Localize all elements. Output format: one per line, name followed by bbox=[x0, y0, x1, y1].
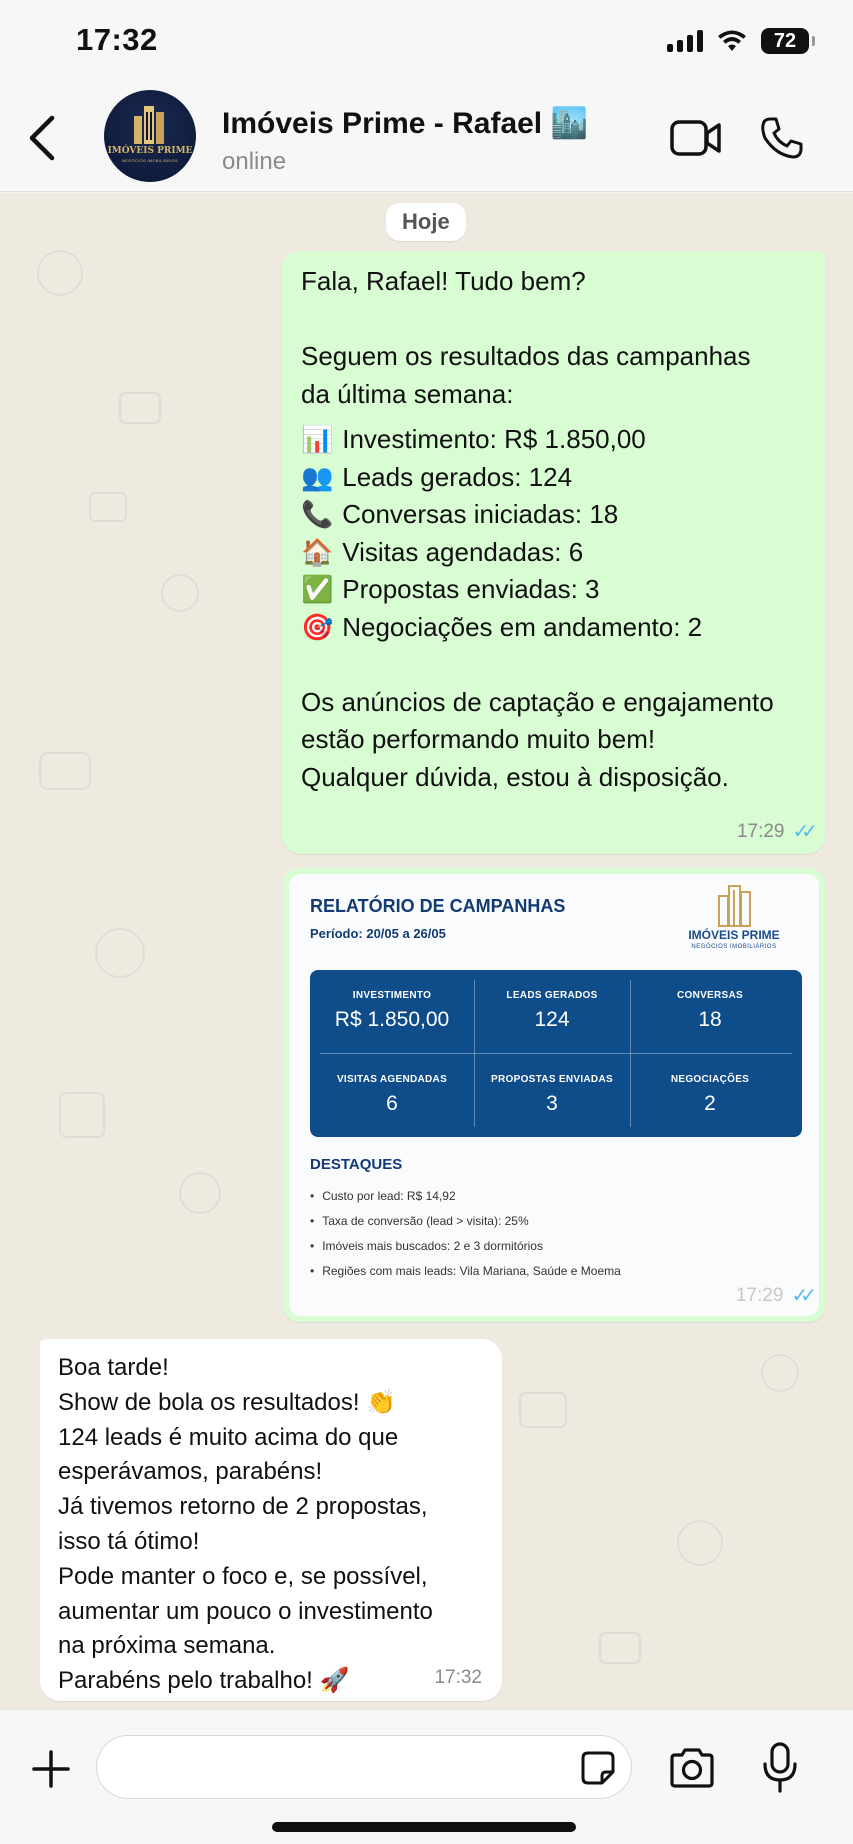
message-line: aumentar um pouco o investimento bbox=[58, 1597, 433, 1625]
highlights-title: DESTAQUES bbox=[310, 1156, 403, 1173]
metric-line-leads bbox=[301, 459, 811, 497]
microphone-icon[interactable] bbox=[762, 1742, 798, 1794]
outgoing-image-bubble[interactable] bbox=[283, 868, 825, 1322]
camera-icon[interactable] bbox=[668, 1748, 716, 1788]
message-meta bbox=[736, 1283, 809, 1308]
message-time: 17:32 bbox=[434, 1667, 482, 1688]
signal-icon bbox=[667, 30, 703, 52]
report-period: Período: 20/05 a 26/05 bbox=[310, 926, 446, 941]
message-line: Já tivemos retorno de 2 propostas, bbox=[58, 1493, 428, 1521]
metric-line-negotiations bbox=[301, 609, 811, 647]
message-body bbox=[301, 263, 811, 796]
read-ticks-icon: ✓✓ bbox=[792, 821, 810, 843]
message-blank-line bbox=[301, 301, 811, 339]
home-indicator[interactable] bbox=[272, 1822, 576, 1832]
building-logo-icon bbox=[104, 90, 196, 182]
metric-label: LEADS GERADOS bbox=[506, 990, 598, 1001]
metric-value: 124 bbox=[534, 1008, 570, 1031]
status-time: 17:32 bbox=[76, 22, 158, 57]
metric-label: PROPOSTAS ENVIADAS bbox=[491, 1074, 613, 1085]
campaign-report-image[interactable] bbox=[289, 874, 819, 1316]
metric-line-visits bbox=[301, 534, 811, 572]
contact-name[interactable]: Imóveis Prime - Rafael 🏙️ bbox=[222, 107, 588, 140]
message-line: Pode manter o foco e, se possível, bbox=[58, 1562, 428, 1590]
avatar[interactable] bbox=[104, 90, 196, 182]
metric-value: 2 bbox=[704, 1092, 716, 1115]
metric-text: Propostas enviadas: 3 bbox=[342, 574, 600, 604]
metric-negotiations bbox=[628, 1054, 792, 1137]
message-body bbox=[58, 1351, 488, 1699]
house-emoji: 🏠 bbox=[301, 536, 334, 567]
report-logo-name: IMÓVEIS PRIME bbox=[688, 928, 780, 942]
report-logo-subtext: NEGÓCIOS IMOBILIÁRIOS bbox=[691, 944, 777, 950]
message-meta bbox=[434, 1667, 482, 1689]
chat-area[interactable] bbox=[0, 193, 853, 1709]
message-time: 17:29 bbox=[736, 820, 785, 842]
read-ticks-icon: ✓✓ bbox=[791, 1285, 809, 1307]
contact-status: online bbox=[222, 148, 287, 175]
metric-label: CONVERSAS bbox=[676, 990, 744, 1001]
list-item: • Regiões com mais leads: Vila Mariana, Saúde e Moema bbox=[310, 1259, 621, 1284]
message-line: Qualquer dúvida, estou à disposição. bbox=[301, 761, 729, 792]
date-separator: Hoje bbox=[386, 203, 466, 241]
message-line: Parabéns pelo trabalho! 🚀 bbox=[58, 1667, 350, 1695]
metric-label: NEGOCIAÇÕES bbox=[670, 1074, 750, 1085]
metric-leads bbox=[470, 970, 634, 1053]
metric-visits bbox=[310, 1054, 474, 1137]
metric-conversations bbox=[628, 970, 792, 1053]
outgoing-message-bubble[interactable] bbox=[281, 251, 826, 854]
message-line: Boa tarde! bbox=[58, 1354, 169, 1381]
phone-icon[interactable] bbox=[760, 116, 804, 160]
list-item: • Imóveis mais buscados: 2 e 3 dormitórios bbox=[310, 1234, 621, 1259]
chat-header bbox=[0, 84, 853, 192]
highlights-list bbox=[310, 1184, 621, 1284]
people-emoji: 👥 bbox=[301, 461, 334, 492]
list-item: • Custo por lead: R$ 14,92 bbox=[310, 1184, 621, 1209]
check-mark-emoji: ✅ bbox=[301, 574, 334, 604]
metric-text: Visitas agendadas: 6 bbox=[342, 536, 584, 567]
incoming-message-bubble[interactable] bbox=[40, 1339, 502, 1701]
target-emoji: 🎯 bbox=[301, 611, 334, 642]
metrics-panel bbox=[310, 970, 802, 1137]
message-line: Seguem os resultados das campanhas bbox=[301, 341, 751, 371]
bar-chart-emoji: 📊 bbox=[301, 424, 334, 454]
message-line: da última semana: bbox=[301, 378, 514, 409]
metric-value: 6 bbox=[386, 1092, 398, 1115]
message-blank-line bbox=[301, 646, 811, 684]
status-bar bbox=[0, 0, 853, 84]
message-time: 17:29 bbox=[735, 1284, 784, 1306]
metric-investment bbox=[310, 970, 474, 1053]
metric-proposals bbox=[470, 1054, 634, 1137]
video-camera-icon[interactable] bbox=[670, 118, 722, 158]
metric-line-investment bbox=[301, 421, 811, 459]
metric-text: Investimento: R$ 1.850,00 bbox=[342, 424, 646, 454]
message-meta bbox=[737, 819, 810, 844]
telephone-emoji: 📞 bbox=[301, 499, 334, 529]
message-line: isso tá ótimo! bbox=[58, 1527, 200, 1555]
metric-line-conversations bbox=[301, 496, 811, 534]
message-line: 124 leads é muito acima do que bbox=[58, 1423, 399, 1451]
list-item: • Taxa de conversão (lead > visita): 25% bbox=[310, 1209, 621, 1234]
building-logo-icon bbox=[679, 882, 789, 928]
sticker-icon[interactable] bbox=[580, 1750, 616, 1786]
report-logo bbox=[679, 882, 789, 958]
message-line: Fala, Rafael! Tudo bem? bbox=[301, 266, 586, 296]
battery-icon: 72 bbox=[761, 28, 809, 54]
report-title: RELATÓRIO DE CAMPANHAS bbox=[310, 896, 566, 916]
metric-text: Negociações em andamento: 2 bbox=[342, 611, 703, 642]
message-line: Show de bola os resultados! 👏 bbox=[58, 1388, 397, 1416]
metric-label: VISITAS AGENDADAS bbox=[336, 1074, 448, 1085]
avatar-logo-text: IMÓVEIS PRIME bbox=[107, 146, 193, 156]
message-line: Os anúncios de captação e engajamento bbox=[301, 686, 774, 717]
wifi-icon bbox=[717, 29, 747, 53]
metric-value: R$ 1.850,00 bbox=[334, 1008, 450, 1031]
message-line: na próxima semana. bbox=[58, 1632, 276, 1660]
message-input[interactable] bbox=[96, 1735, 632, 1799]
metric-value: 3 bbox=[546, 1092, 558, 1115]
status-icons bbox=[667, 28, 809, 54]
metric-text: Conversas iniciadas: 18 bbox=[342, 499, 619, 529]
metric-line-proposals bbox=[301, 571, 811, 609]
metric-text: Leads gerados: 124 bbox=[342, 461, 573, 492]
message-line: estão performando muito bem! bbox=[301, 724, 656, 754]
metric-label: INVESTIMENTO bbox=[352, 990, 432, 1001]
back-chevron-icon[interactable] bbox=[22, 112, 62, 164]
avatar-logo-subtext: NEGÓCIOS IMOBILIÁRIOS bbox=[121, 158, 179, 163]
metric-value: 18 bbox=[698, 1008, 722, 1031]
plus-icon[interactable] bbox=[30, 1748, 72, 1790]
message-line: esperávamos, parabéns! bbox=[58, 1458, 323, 1486]
